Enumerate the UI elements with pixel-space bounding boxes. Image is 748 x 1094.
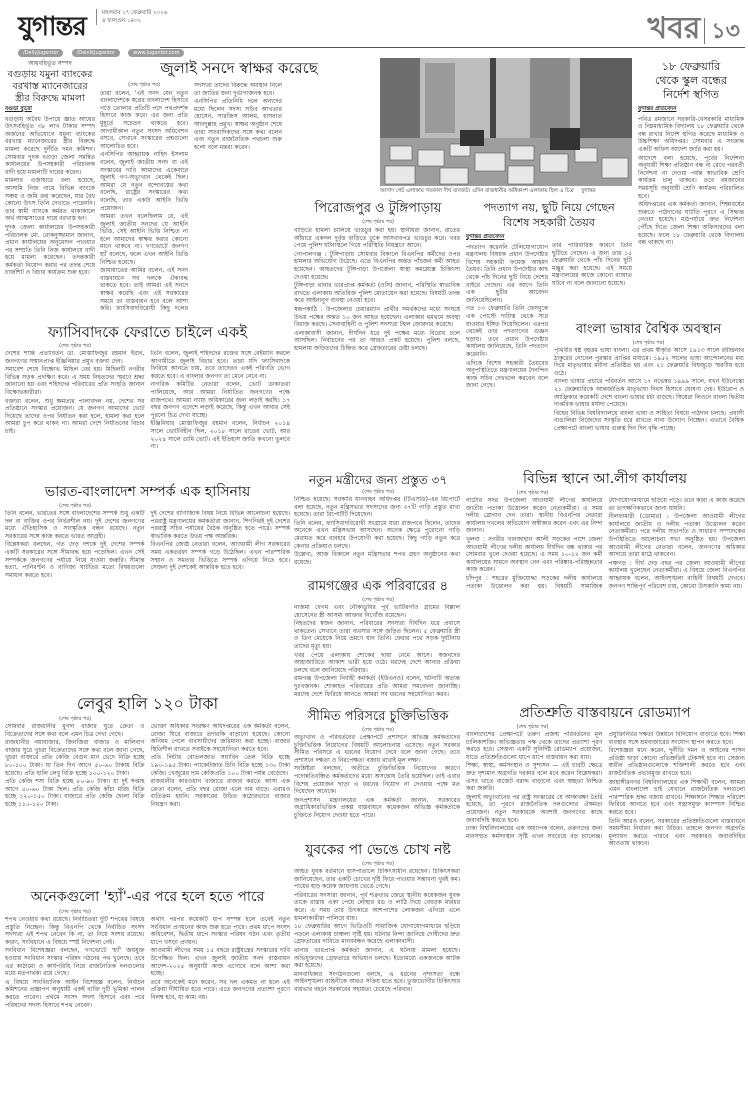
paragraph: বাংলা ভাষার প্রচারে পরিবর্তন আসে ১৭ নভেম্বর ১৯৯৯ সালে, যখন ইউনেস্কো ২১ ফেব্রুয়ারিকে আন্তর্জাতিক মাতৃভাষা দিবস হিসাবে ঘোষণা দেয়। ইউরোপ ও আফ্রিকার কয়েকটি দেশে বাংলা ভাষার চর্চা বাড়ছে। সিয়েরা লিওনে বাংলা দ্বিতীয় দাপ্তরিক ভাষার মর্যাদা পেয়েছে।: [554, 378, 744, 409]
paragraph: প্রতি লিটার বোতলজাত সয়াবিন তেল বিক্রি হচ্ছে ১৯০-১৯৫ টাকা। প্যাকেটজাত চিনি বিক্রি হচ্ছে ১৩০ টাকা কেজি। খেজুরের দাম কেজিপ্রতি ১০০ টাকা পর্যন্ত বেড়েছে।: [150, 754, 290, 777]
article-headline[interactable]: পিরোজপুর ও টুঙ্গিপাড়ায়: [314, 201, 442, 216]
date-gregorian: মঙ্গলবার ১৭ ফেব্রুয়ারি ২০২৬: [102, 10, 168, 16]
social-links: [18, 39, 187, 58]
continued-label: (শেষ পৃষ্ঠার পর): [362, 489, 394, 495]
article-headline[interactable]: ফ্যাসিবাদকে ফেরাতে চাইলে একই: [47, 323, 248, 341]
article-headline[interactable]: অনেকগুলো 'হ্যাঁ'-এর পরে হলে হতে পারে: [30, 889, 265, 905]
paragraph: বিশ্বের বিভিন্ন বিশ্ববিদ্যালয়ে বাংলা ভাষা ও সাহিত্য বিষয়ে পাঠদান চলছে। প্রবাসী বাঙালিরা নিজেদের সংস্কৃতি ধরে রাখতে নানা উদ্যোগ নিচ্ছেন। এভাবে বৈশ্বিক প্রেক্ষাপটে বাংলা ভাষার গুরুত্ব দিন দিন বৃদ্ধি পাচ্ছে।: [554, 409, 744, 432]
continued-label: (শেষ পৃষ্ঠার পর): [59, 716, 91, 722]
paragraph: মামলার এজাহারে বলা হয়েছে, আসামি নিজ নামে বিভিন্ন ব্যাংকে সঞ্চয় ও জমি ক্রয় করেছেন, যার বৈধ কোনো উৎস তিনি দেখাতে পারেননি। তার স্বামী ব্যাংকে কর্মরত থাকাকালে অর্থ আত্মসাতের দায়ে বরখাস্ত হন।: [5, 177, 95, 223]
paragraph: সংবিধান বিশেষজ্ঞরা বলছেন, গণভোটে 'হ্যাঁ' জয়যুক্ত হওয়ায় সংবিধান সংস্কার পরিষদ গঠনের পথ খুলেছে। তবে এর কাঠামো ও কার্যপরিধি নিয়ে রাজনৈতিক দলগুলোর মধ্যে মতপার্থক্য রয়ে গেছে।: [5, 947, 145, 978]
paragraph: অভ্যুত্থান ও পরিবর্তনের প্রেক্ষাপটে প্রশাসনে অভিজ্ঞ কর্মকর্তাদের চুক্তিভিত্তিক নিয়োগের বিষয়টি আলোচনায় এসেছে। নতুন সরকার সীমিত পরিসরে এ ধরনের নিয়োগ দেবে বলে জানা গেছে। তবে প্রশাসনে দক্ষতা ও নিরপেক্ষতা বজায় রাখাই মূল লক্ষ্য।: [294, 734, 460, 764]
headline-line: বগুড়ায় যমুনা ব্যাংকের: [7, 69, 93, 80]
article-awami-body: [466, 497, 745, 697]
paragraph: জাহাঙ্গীরনগর বিশ্ববিদ্যালয়ের এক শিক্ষার্থী বলেন, আমরা এমন বাংলাদেশ চাই যেখানে রাজনৈতিক দলগুলো পারস্পরিক শ্রদ্ধা বজায় রাখবে। শিক্ষাঙ্গনে শিক্ষার পরিবেশ ফিরিয়ে আনতে হবে এবং সন্ত্রাসমুক্ত ক্যাম্পাস নিশ্চিত করতে হবে।: [608, 778, 745, 816]
article-bogura-header: [5, 58, 95, 105]
paragraph: নিহতদের স্বজন জানান, পরিবারের সদস্যরা দীর্ঘদিন ধরে প্রবাসে থাকতেন। সেখানে তারা ব্যবসার সঙ্গে জড়িত ছিলেন। ৫ ফেব্রুয়ারি স্ত্রী ও তিন মেয়েকে নিয়ে ভ্রমণে যান তিনি। ফেরার পথে সড়ক দুর্ঘটনায় তাদের মৃত্যু হয়।: [294, 620, 460, 650]
headline-line: বরখাস্ত ম্যানেজারের: [12, 81, 88, 92]
paragraph: পরিবারের সদস্যরা জানান, পূর্ব শত্রুতার জেরে স্থানীয় কয়েকজন যুবক তাকে রাস্তায় একা পেয়ে লোহার রড ও লাঠি দিয়ে বেধড়ক মারধর করে। এ সময় তার চিৎকারে আশপাশের লোকজন এগিয়ে এলে হামলাকারীরা পালিয়ে যায়।: [294, 891, 460, 922]
photo-credit: যুগান্তর: [581, 188, 596, 194]
paragraph: পদত্যাগ করেননি টেলিযোগাযোগ মন্ত্রণালয় বিষয়ক প্রধান উপদেষ্টার বিশেষ সহকারী ফয়েজ আহমদ তৈয়ব। তিনি প্রধান উপদেষ্টার কাছ থেকে পাঁচ দিনের ছুটি নিয়ে দেশের বাইরে গেছেন। এর আগে তিনি এক ছুটির আবেদন জানিয়েছিলেন।: [466, 243, 548, 304]
paragraph: গোপালগঞ্জ : টুঙ্গিপাড়ায় সোমবার বিকালে বিএনপির কর্মীদের ওপর হামলার অভিযোগ উঠেছে। এতে বিএনপির অন্তত পাঁচজন কর্মী আহত হয়েছেন। আহতদের টুঙ্গিপাড়া উপজেলা স্বাস্থ্য কমপ্লেক্সে চিকিৎসা দেওয়া হয়েছে।: [294, 250, 460, 281]
continued-label: (শেষ পৃষ্ঠার পর): [516, 724, 549, 730]
paragraph: খুলনা : নগরীর খানজাহান আলী সড়কের পাশে জেলা আওয়ামী লীগের দলীয় কার্যালয় দীর্ঘদিন বন্ধ থাকার পর সোমবার খুলে দেওয়া হয়েছে। এ সময় ১০-১২ জন কর্মী কার্যালয়ের সামনে অবস্থান নেন এবং পরিষ্কার-পরিচ্ছন্নতার কাজ করেন।: [466, 535, 603, 574]
article-pirojpur-body: [294, 227, 460, 469]
section-title: [648, 4, 741, 55]
continued-label: (শেষ পৃষ্ঠার পর): [59, 909, 91, 915]
paragraph: আদেশে বলা হয়েছে, পূর্বের নির্দেশনা অনুযায়ী শিক্ষা প্রতিষ্ঠান বন্ধ না রেখে পরবর্তী নির্দেশনা না দেওয়া পর্যন্ত স্বাভাবিক শ্রেণি কার্যক্রম চালু থাকবে। তবে রমজানের সময়সূচি অনুযায়ী শ্রেণি কার্যক্রম পরিচালিত হবে।: [638, 154, 744, 200]
paragraph: বিশেষজ্ঞরা মনে করেন, দুর্নীতি দমন ও আইনের শাসন প্রতিষ্ঠা ছাড়া কোনো প্রতিশ্রুতিই টেকসই হবে না। সেজন্য স্বাধীন প্রতিষ্ঠানগুলোকে শক্তিশালী করতে হবে এবং রাজনৈতিক প্রভাবমুক্ত রাখতে হবে।: [608, 747, 745, 777]
caption-text: আসাদ গেট এলাকায় গতকাল দীর্ঘ যানজট। এদিন রাজধানীর অধিকাংশ এলাকায় ছিল এ চিত্র: [380, 188, 574, 194]
article-roadmap-body: [466, 731, 745, 1091]
article-ramganj-body: [294, 604, 460, 704]
paragraph: এলাকাবাসী জানান, দীর্ঘদিন ধরে দুই পক্ষের মধ্যে বিরোধ চলে আসছিল। নির্বাচনের পর তা আরও প্রকট হয়েছে। পুলিশ বলছে, হামলায় জড়িতদের চিহ্নিত করে গ্রেফতারের চেষ্টা চলছে।: [294, 329, 460, 352]
article-headline[interactable]: জুলাই সনদে স্বাক্ষর করেছে: [160, 59, 318, 77]
twitter-link[interactable]: /DailyJugantor: [18, 49, 63, 57]
paragraph: সংশ্লিষ্টরা বলছেন, অতীতে চুক্তিভিত্তিক নিয়োগের কারণে পদোন্নতিবঞ্চিত কর্মকর্তাদের মধ্যে অসন্তোষ তৈরি হয়েছিল। তাই এবার বিশেষ প্রয়োজন ছাড়া এ ধরনের নিয়োগ না দেওয়ার পক্ষে মত দিয়েছেন অনেকে।: [294, 765, 460, 796]
paragraph: আমরা তখন বলেছিলাম যে, এই জুলাই জাতীয় সনদের যে আইনি ভিত্তি, সেই আইনি ভিত্তি নিশ্চিত না হলে আমাদের স্বাক্ষর করার কোনো মানে থাকবে না। গণভোটে জনগণ হ্যাঁ বলেছে, ফলে এখন আইনি ভিত্তি নিশ্চিত হয়েছে।: [100, 213, 188, 266]
paragraph: নিশ্চিত হয়েছে। সরকারি যানবাহন অধিদপ্তর (টিএসডি)-এর রিপোর্টে বলা হয়েছে, নতুন মন্ত্রিসভার সদস্যদের জন্য ৩৭টি গাড়ি প্রস্তুত রাখা হয়েছে। তারা রিপোর্টটি দিয়েছেন।: [294, 496, 460, 519]
byline: বগুড়া ব্যুরো: [5, 106, 32, 112]
article-headline[interactable]: সীমিত পরিসরে চুক্তিভিত্তিক: [307, 709, 449, 724]
paragraph: বাড়িতে হামলা চালিয়ে ভাঙচুর করা হয়। স্থানীয়রা জানান, রাতের আঁধারে একদল দুর্বৃত্ত বাড়িতে ঢুকে আসবাবপত্র ভাঙচুর করে। খবর পেয়ে পুলিশ ঘটনাস্থলে গিয়ে পরিস্থিতি নিয়ন্ত্রণে আনে।: [294, 227, 460, 250]
article-yes-body: [5, 916, 290, 1091]
paragraph: পবিত্র রমজানে সরকারি-বেসরকারি মাধ্যমিক ও নিম্নমাধ্যমিক বিদ্যালয় ১৮ ফেব্রুয়ারি থেকে বন্ধ রাখার নির্দেশ স্থগিত করেছে মাধ্যমিক ও উচ্চশিক্ষা অধিদপ্তর। সোমবার এ সংক্রান্ত একটি অফিস আদেশ জারি করা হয়।: [638, 115, 744, 153]
article-bogura-body: [5, 106, 95, 322]
article-ministers-body: [294, 496, 460, 576]
article-kicker: আয়বহির্ভূত সম্পদ: [28, 60, 72, 67]
paragraph: বগুড়ায় অবৈধ উপায়ে জ্ঞাত আয়ের উৎসবহির্ভূত ৩৮ লাখ টাকার সম্পদ অর্জনের অভিযোগে যমুনা ব্যাংকের বরখাস্ত ম্যানেজারের স্ত্রীর বিরুদ্ধে মামলা করেছে দুর্নীতি দমন কমিশন। সোমবার দুদক বগুড়া জেলা সমন্বিত কার্যালয়ের উপসহকারী পরিচালক বাদী হয়ে মামলাটি দায়ের করেন।: [5, 115, 95, 176]
paragraph: সোমবার রাজধানীর মুগদা বাজার ঘুরে ক্রেতা ও বিক্রেতাদের সঙ্গে কথা বলে এমন চিত্র দেখা গেছে।: [5, 723, 145, 738]
article-resign-body-col2: [552, 242, 632, 320]
article-headline[interactable]: প্রতিশ্রুতি বাস্তবায়নে রোডম্যাপ: [519, 705, 691, 721]
paragraph: থানার ভারপ্রাপ্ত কর্মকর্তা জানান, এ ঘটনায় মামলা হয়েছে। অভিযুক্তদের গ্রেফতারে অভিযান চলছে। ইতোমধ্যে একজনকে আটক করা হয়েছে।: [294, 946, 460, 970]
paragraph: বিএনপির জ্যেষ্ঠ নেতারা বলেন, আওয়ামী লীগ সরকারের সময় একতরফা সম্পর্ক গড়ে উঠেছিল। এখন পারস্পরিক সম্মান ও সমতার ভিত্তিতে সম্পর্ক এগিয়ে নিতে হবে। সেজন্য দুই দেশকেই আন্তরিক হতে হবে।: [150, 541, 290, 572]
headline-line: পদত্যাগ নয়, ছুটি নিয়ে গেছেন: [483, 201, 615, 214]
headline-line: বিশেষ সহকারী তৈয়ব: [503, 216, 595, 229]
paragraph: ভোক্তা অধিকার সংরক্ষণ অধিদপ্তরের এক কর্মকর্তা বলেন, রোজা ঘিরে বাজারে তদারকি বাড়ানো হয়েছে। কোনো অনিয়ম পেলে ব্যবসায়ীদের জরিমানা করা হচ্ছে। বাজার স্থিতিশীল রাখতে সবাইকে সহযোগিতা করতে হবে।: [150, 723, 290, 753]
continued-label: (শেষ পৃষ্ঠার পর): [362, 727, 394, 733]
paragraph: তিনি আরও বলেন, সরকারের প্রতিশ্রুতিগুলো বাস্তবায়নে সময়সীমা নির্ধারণ করা উচিত। তাহলে জনগণ অগ্রগতি মূল্যায়ন করতে পারবে এবং সরকারও জবাবদিহির আওতায় থাকবে।: [608, 817, 745, 848]
article-india-body: [5, 510, 290, 690]
article-headline[interactable]: [465, 200, 633, 230]
paragraph: বাংলাদেশের প্রেক্ষাপটে তরুণ প্রজন্ম পরিবর্তনের মূল চালিকাশক্তি। অভিজ্ঞতার পক্ষ থেকে তাদের প্রত্যাশা পূরণ করতে হবে। সেজন্য একটি সুনির্দিষ্ট রোডম্যাপ প্রয়োজন, যাতে প্রতিশ্রুতিগুলো ধাপে ধাপে বাস্তবায়ন করা যায়।: [466, 731, 603, 761]
paragraph: টুঙ্গিপাড়া থানার ভারপ্রাপ্ত কর্মকর্তা (ওসি) জানান, পরিস্থিতি স্বাভাবিক রাখতে এলাকায় অতিরিক্ত পুলিশ মোতায়েন করা হয়েছে। বিষয়টি তদন্ত করে আইনানুগ ব্যবস্থা নেওয়া হবে।: [294, 282, 460, 305]
paragraph: এ বিষয়ে সাংবিধানিক আইন বিশেষজ্ঞ বলেন, নির্বাচন কমিশনের প্রজ্ঞাপন অনুযায়ী একই ব্যক্তি দুটি ভূমিকা পালন করতে পারেন। প্রথমে সংসদ সদস্য হিসাবে এবং পরে পরিষদের সদস্য হিসাবে শপথ নেবেন।: [5, 978, 145, 1009]
article-headline[interactable]: নতুন মন্ত্রীদের জন্য প্রস্তুত ৩৭: [308, 473, 448, 487]
continued-label: (শেষ পৃষ্ঠার পর): [59, 343, 91, 349]
continued-label: (শেষ পৃষ্ঠার পর): [632, 340, 665, 346]
paragraph: অর্থাৎ পরপর কয়েকটি ধাপ সম্পন্ন হলে তবেই নতুন সংবিধান প্রণয়নের কাজ শুরু হতে পারে। প্রথম ধাপে সংসদ অধিবেশন, দ্বিতীয় ধাপে সংস্কার পরিষদ গঠন এবং তৃতীয় ধাপে খসড়া প্রণয়ন।: [150, 916, 290, 946]
paragraph: দুই দেশের বাণিজ্যিক বিষয় নিয়ে বিভিন্ন আলোচনা হয়েছে। পররাষ্ট্র মন্ত্রণালয়ের কর্মকর্তারা জানান, শিগগিরই দুই দেশের পররাষ্ট্র সচিব পর্যায়ের বৈঠক অনুষ্ঠিত হতে পারে। সম্পর্ক স্বাভাবিক করতে উভয় পক্ষ আন্তরিক।: [150, 510, 290, 540]
photo-image: [380, 58, 632, 186]
paragraph: প্রতি কেজি শসা বিক্রি হচ্ছে ৮০-৯০ টাকা। যা দুই সপ্তাহ আগে ৫০-৬০ টাকা ছিল। প্রতি কেজি কাঁচা মরিচ বিক্রি হচ্ছে ১২০-১৫০ টাকা। বাজারে প্রতি কেজি ছোলা বিক্রি হচ্ছে ১১০-১২০ টাকা।: [5, 778, 145, 808]
paragraph: নাজমা বেগম এবং নৌকাডুবির পূর্ব ভাটিরগাঁও গ্রামের বিল্লাল হোসেনের স্ত্রী আসমা আক্তার নিখোঁজ রয়েছেন।: [294, 604, 460, 619]
article-school-body: [638, 106, 744, 320]
paragraph: রাজধানীর নয়াবাজার, জিনজিরা বাজার ও মালিবাগ বাজার ঘুরে খুচরা বিক্রেতাদের সঙ্গে কথা বলে জানা গেছে, খুচরা বাজারে প্রতি কেজি বেগুন মান ভেদে বিক্রি হচ্ছে ৮০-১০০ টাকা। যা তিন দিন আগে ৫০-৬০ টাকায় বিক্রি হয়েছে। প্রতি হালি লেবু বিক্রি হচ্ছে ১০০-১২০ টাকা।: [5, 739, 145, 777]
article-headline[interactable]: যুবকের পা ভেঙে চোখ নষ্ট: [305, 842, 451, 858]
paragraph: খবর পেয়ে এলাকায় শোকের ছায়া নেমে আসে। স্বজনদের আহাজারিতে আকাশ ভারী হয়ে ওঠে। মরদেহ দেশে আনার প্রক্রিয়া চলছে বলে জানিয়েছে পরিবার।: [294, 651, 460, 674]
headline-line: স্ত্রীর বিরুদ্ধে মামলা: [15, 93, 85, 104]
article-headline[interactable]: [636, 60, 746, 102]
continued-label: (শেষ পৃষ্ঠার পর): [516, 490, 549, 496]
continued-label: (শেষ পৃষ্ঠার পর): [362, 597, 394, 603]
website-link[interactable]: www.jugantor.com: [128, 49, 184, 57]
paragraph: ১৮ ফেব্রুয়ারির আগে ভিডিওটি সামাজিক যোগাযোগমাধ্যমে ছড়িয়ে পড়লে এলাকায় চাঞ্চল্য সৃষ্টি হয়। ঘটনার নিন্দা জানিয়ে দোষীদের দ্রুত গ্রেফতারের দাবিতে মানববন্ধন করেছে এলাকাবাসী।: [294, 923, 460, 946]
continued-label: (শেষ পৃষ্ঠার পর): [362, 219, 394, 225]
paragraph: জামায়াতের আমির বলেন, এই সনদ বাস্তবায়নে সব দলকে ঐক্যবদ্ধ থাকতে হবে। তাই আমরা এই সনদে স্বাক্ষর করেছি এবং এই সরকারের সময়ে তা বাস্তবায়ন হবে বলে আশা করি। ফ্যাসিবাদবিরোধী কিছু দলের সদস্যরা তাদের বিরুদ্ধে অবস্থান নিলে তা জাতির জন্য দুর্ভাগ্যজনক হবে।: [100, 82, 282, 313]
paragraph: শিক্ষা, স্বাস্থ্য, কর্মসংস্থান ও সুশাসন — এই চারটি ক্ষেত্রে দ্রুত দৃশ্যমান অগ্রগতি দরকার বলে মনে করেন বিশ্লেষকরা। এসব খাতে বাজেট বরাদ্দ বাড়ানো এবং স্বচ্ছতা নিশ্চিত করা জরুরি।: [466, 762, 603, 793]
paragraph: বিশ্লেষকরা বলছেন, গত দেড় দশকে দুই দেশের সম্পর্ক একটি সরকারের সঙ্গে সীমাবদ্ধ হয়ে পড়েছিল। এখন সেই সম্পর্ককে জনগণের পর্যায়ে নিয়ে যাওয়া জরুরি। সীমান্ত হত্যা, পানিবণ্টন ও বাণিজ্য ঘাটতির মতো বিষয়গুলো সমাধান করতে হবে।: [5, 541, 145, 579]
paragraph: তারা বলেন, 'এই সনদ যেন নতুন বাংলাদেশকে স্বপ্নের বাংলাদেশ হিসাবে গড়ে তোলার প্রতিটি পদে পথপ্রদর্শক হিসাবে কাজ করে। এর জন্য প্রতি মুহূর্তে সচেতন থাকতে হবে। আগামীকাল নতুন সংসদ অধিবেশন বসবে, সেখানে সংস্কারের প্রশ্নগুলো আলোচিত হবে।: [100, 89, 188, 150]
article-headline[interactable]: রামগঞ্জের এক পরিবারের ৪: [307, 579, 449, 594]
issue-date: [96, 9, 167, 25]
paragraph: ইঞ্জিনিয়ার মোস্তাফিজুর রহমান বলেন, নির্বাচন ২০১৪ সালে ভোটবিহীন ছিল, ২০১৮ সালে রাতের ভোট, আর ২০২৪ সালে ডামি ভোট। এই ইতিহাস জাতি কখনো ভুলবে না।: [150, 420, 290, 451]
paragraph: বক্তারা বলেন, শুধু ক্ষমতার পালাবদল নয়, দেশের সব প্রতিষ্ঠানে সংস্কার প্রয়োজন। যে জনগণ আমাদের ভোট দিয়েছে তাদের ওপর নির্যাতন করা হলে, হামলা করা হলে আমরা চুপ করে থাকব না। আমরা দেশে নির্যাতনের বিচার চাই।: [5, 397, 145, 435]
article-fascism-body: [5, 350, 290, 482]
article-headline[interactable]: বিভিন্ন স্থানে আ.লীগ কার্যালয়: [523, 471, 687, 487]
paragraph: নীলফামারী (ডোমার) : উপজেলা আওয়ামী লীগের কার্যালয়ে জাতীয় ও দলীয় পতাকা উত্তোলন করেন নেতাকর্মীরা। পরে দলীয় সভাপতি ও সাধারণ সম্পাদকের উপস্থিতিতে আলোচনা সভা অনুষ্ঠিত হয়। উপজেলা আওয়ামী লীগের নেতারা বলেন, জনগণের অধিকার আদায়ে তারা মাঠে থাকবেন।: [608, 513, 745, 559]
article-lemon-body: [5, 723, 290, 885]
article-bangla-body: [554, 347, 744, 469]
article-youth-body: [294, 868, 460, 1090]
continued-label: (শেষ পৃষ্ঠার পর): [59, 503, 91, 509]
paragraph: চাঁদপুর : শহরের মুক্তিযোদ্ধা সড়কের দলীয় কার্যালয়ে পতাকা উত্তোলন করা হয়। বিষয়টি সামাজিক যোগাযোগমাধ্যমে ছড়িয়ে পড়ে। তবে কারা এ কাজ করেছে তা তাৎক্ষণিকভাবে জানা যায়নি।: [466, 497, 745, 590]
article-limited-body: [294, 734, 460, 839]
paragraph: তিনি বলেন, ফ্যাসিবাদবিরোধী সংগ্রামে যারা রাজপথে ছিলেন, তাদের অনেকে এখন মন্ত্রিসভায় আসছেন। অনেক ক্ষেত্রে পুরোনো গাড়ি মেরামত করে ব্যবহার উপযোগী করা হয়েছে। কিছু গাড়ি নতুন করে কেনার প্রক্রিয়াও চলছে।: [294, 519, 460, 550]
continued-label: (শেষ পৃষ্ঠার পর): [362, 861, 394, 867]
paragraph: সমাবেশ শেষে বিক্ষোভ মিছিল বের হয়। মিছিলটি নগরীর বিভিন্ন সড়ক প্রদক্ষিণ করে। এ সময় নিহতদের স্মরণে শ্রদ্ধা জানানো হয় এবং শহিদদের পরিবারের প্রতি সংহতি জানান বিক্ষোভকারীরা।: [5, 366, 145, 396]
article-headline[interactable]: লেবুর হালি ১২০ টাকা: [76, 694, 219, 713]
paragraph: নাটোর সদর উপজেলা আওয়ামী লীগের কার্যালয়ে জাতীয় পতাকা উত্তোলন করেন নেতাকর্মীরা। এ সময় দলীয় স্লোগান দেন তারা। স্থানীয় বিএনপির নেতারা কার্যালয় দখলের অভিযোগ অস্বীকার করেন এবং এর নিন্দা জানান।: [466, 497, 603, 535]
article-resign-body-col1: [466, 234, 548, 470]
headline-line: থেকে স্কুল বন্ধের: [654, 74, 728, 87]
section-name: খবর: [647, 11, 701, 46]
paragraph: তবে অনেকেই মনে করেন, সব দল একমত না হলে এই প্রক্রিয়া দীর্ঘায়িত হতে পারে। এতে জনগণের প্রত্যাশা পূরণে বিলম্ব হবে, যা কাম্য নয়।: [150, 978, 290, 1001]
traffic-jam-photo[interactable]: [380, 58, 632, 186]
paragraph: এনসিপির প্রতিনিধি দলে অন্যদের মধ্যে ছিলেন সদস্য সচিব আখতার হোসেন, সারজিস আলম, হাসনাত আবদুল্লাহ প্রমুখ। স্বাক্ষর অনুষ্ঠান শেষে তারা সাংবাদিকদের সঙ্গে কথা বলেন এবং নতুন রাজনৈতিক পথচলা শুরু হলো বলে মন্তব্য করেন।: [194, 98, 282, 151]
paragraph: দেশের শান্তি প্রত্যাবর্তন ডা. মোস্তাফিজুর রহমান ইরান, জনগণের সম্মানপ্রাপ্ত ইঞ্জিনিয়ার প্রমুখ বক্তব্য দেন।: [5, 350, 145, 365]
paragraph: রামগঞ্জ উপজেলা নির্বাহী কর্মকর্তা (ইউএনও) বলেন, ঘটনাটি অত্যন্ত দুঃখজনক। শোকাহত পরিবারের প্রতি আমরা সমবেদনা জানাচ্ছি। মরদেহ দেশে ফিরিয়ে আনতে আমরা সব ধরনের সহযোগিতা করব।: [294, 675, 460, 698]
facebook-link[interactable]: /DainikJugantor: [72, 49, 121, 57]
paragraph: ঢাকা বিশ্ববিদ্যালয়ের এক অধ্যাপক বলেন, তরুণদের জন্য মানসম্মত কর্মসংস্থান সৃষ্টি এখন সবচেয়ে বড় চ্যালেঞ্জ। প্রযুক্তিনির্ভর দক্ষতা উন্নয়নে বিনিয়োগ বাড়াতে হবে। শিক্ষা ব্যবস্থার সঙ্গে শ্রমবাজারের সংযোগ স্থাপন করতে হবে।: [466, 731, 745, 840]
paragraph: পঞ্চগড় : দীর্ঘ দেড় বছর পর জেলা আওয়ামী লীগের কার্যালয় খুলেছেন নেতাকর্মীরা। এ বিষয়ে জেলা বিএনপির আহ্বায়ক বলেন, আইনশৃঙ্খলা বাহিনী বিষয়টি দেখবে। জনগণ শান্তিপূর্ণ পরিবেশ চায়, কোনো উসকানি কাম্য নয়।: [608, 559, 745, 590]
paragraph: পৃথিবীর ষষ্ঠ বৃহত্তম ভাষা বাংলা। এর প্রথম স্বীকৃতি আসে ১৯১৩ সালে রবীন্দ্রনাথ ঠাকুরের নোবেল পুরস্কার প্রাপ্তির মাধ্যমে। ১৯৫২ সালের ভাষা আন্দোলনের মধ্য দিয়ে মাতৃভাষার মর্যাদা প্রতিষ্ঠিত হয় এবং ২১ ফেব্রুয়ারি বিশ্বজুড়ে স্মরণীয় হয়ে ওঠে।: [554, 347, 744, 377]
paragraph: জনপ্রশাসন মন্ত্রণালয়ের এক কর্মকর্তা জানান, সরকারের অগ্রাধিকারভিত্তিক প্রকল্প বাস্তবায়নে কয়েকজন অভিজ্ঞ কর্মকর্তাকে চুক্তিতে নিয়োগ দেওয়া হতে পারে।: [294, 796, 460, 819]
date-bengali: ৪ ফাল্গুন ১৪৩২: [102, 18, 142, 24]
paragraph: এনসিপির আহ্বায়ক নাহিদ ইসলাম বলেন, জুলাই জাতীয় সনদ বা এই সংস্কারের দাবি আমাদের একেবারে জুলাই গণ-অভ্যুত্থান থেকেই ছিল। আমরা যে নতুন বন্দোবস্তের কথা বলেছি, রাষ্ট্রের সংস্কারের কথা বলেছি, তার একটা আইনি ভিত্তি প্রয়োজন।: [100, 151, 188, 212]
headline-line: নির্দেশ স্থগিত: [663, 88, 719, 101]
paragraph: দুদক জেলা কার্যালয়ের উপসহকারী পরিচালক মো. রোকনুজ্জামান জানান, প্রধান কার্যালয়ের অনুমোদন পাওয়ার পর সম্প্রতি তিনি নিজ কার্যালয়ে বাদী হয়ে মামলা করেছেন। তদন্তকারী কর্মকর্তা নিয়োগ করার পর তদন্ত শেষে চার্জশিট ও বিচার কার্যক্রম শুরু হবে।: [5, 223, 95, 277]
paragraph: মানবাধিকার সংগঠনগুলো বলছে, এ ধরনের নৃশংসতা বন্ধে আইনশৃঙ্খলা বাহিনীকে আরও সক্রিয় হতে হবে। ভুক্তভোগীর চিকিৎসার ব্যয়ভার বহনে সরকারের সহায়তা চেয়েছে পরিবার।: [294, 970, 460, 993]
paragraph: এদিকে বিশেষ সহকারী তৈয়বের অনুপস্থিতিতে মন্ত্রণালয়ের দৈনন্দিন কাজ সচিব দেখভাল করবেন বলে জানা গেছে।: [466, 359, 548, 390]
article-headline[interactable]: [5, 69, 95, 105]
paragraph: রাজধানীর কারওয়ান বাজারে বাজার করতে আসা এক ক্রেতা বলেন, প্রতি বছর রোজা এলে দাম বাড়ে। এবারও ব্যতিক্রম হয়নি। সরকারের উচিত কঠোরভাবে বাজার নিয়ন্ত্রণ করা।: [150, 778, 290, 808]
continued-label: (শেষ পৃষ্ঠার পর): [128, 82, 160, 88]
paragraph: নাগরিক কমিটির নেতারা বলেন, ভোট ডাকাতরা পালিয়েছে, আর আমরা নির্যাতিত জনগণের পক্ষে রাজপথে। আমরা ন্যায্য অধিকারের জন্য লড়াই করছি। ১৭ বছর জনগণ এদেশে লড়াই করেছে, কিন্তু এখন আবার সেই পুরনো চিত্র দেখা যাচ্ছে।: [150, 381, 290, 419]
paragraph: জুলাই অভ্যুত্থানের পর রাষ্ট্র সংস্কারের যে আকাঙ্ক্ষা তৈরি হয়েছে, তা পূরণে রাজনৈতিক দলগুলোর ঐকমত্য প্রয়োজন। নতুন সরকারকে অবশ্যই জনগণের কাছে জবাবদিহি করতে হবে।: [466, 793, 603, 824]
headline-line: ১৮ ফেব্রুয়ারি: [661, 60, 721, 73]
page-number: ১৩: [704, 18, 740, 44]
paragraph: তিনি বলেন, ভারতের সঙ্গে বাংলাদেশের সম্পর্ক শুধু একটি দল বা ব্যক্তির ওপর নির্ভরশীল নয়। দুই দেশের জনগণের মধ্যে ঐতিহাসিক ও সাংস্কৃতিক বন্ধন রয়েছে। নতুন সরকারের সঙ্গে কাজ করতে ভারত আগ্রহী।: [5, 510, 145, 540]
byline: যুগান্তর প্রতিবেদন: [466, 234, 505, 240]
article-headline[interactable]: ভারত-বাংলাদেশ সম্পর্ক এক হাসিনায়: [44, 484, 251, 500]
byline: যুগান্তর প্রতিবেদন: [638, 106, 677, 112]
paragraph: আওয়ামী লীগের সময় ১৫ বছরে রাষ্ট্রযন্ত্রের সংস্কারের দাবি উপেক্ষিত ছিল। এখন জুলাই জাতীয় সনদ বাস্তবায়ন আদেশ-২০২৫ অনুযায়ী কাজ এগোবে বলে আশা করা হচ্ছে।: [150, 947, 290, 978]
paragraph: স্বরূপকাঠি : উপজেলার চেয়ারম্যান প্রার্থীর সমর্থকদের মধ্যে সংঘর্ষে উভয় পক্ষের অন্তত ১০ জন আহত হয়েছেন। এলাকায় থমথমে অবস্থা বিরাজ করছে। সেনাবাহিনী ও পুলিশ সদস্যরা টহল জোরদার করেছে।: [294, 305, 460, 329]
paragraph: আহত যুবক বর্তমানে হাসপাতালে চিকিৎসাধীন রয়েছেন। চিকিৎসকরা জানিয়েছেন, তার একটি চোখের দৃষ্টি ফিরে পাওয়ার সম্ভাবনা খুবই কম। পায়ের হাড় কয়েক জায়গায় ভেঙে গেছে।: [294, 868, 460, 891]
paragraph: গত ১৩ ফেব্রুয়ারি তিনি ফেসবুকে এক পোস্টে দায়িত্ব থেকে সরে যাওয়ার ইঙ্গিত দিয়েছিলেন। এরপর থেকেই তার পদত্যাগের গুঞ্জন ছড়ায়। তবে প্রধান উপদেষ্টার কার্যালয় জানিয়েছে, তিনি পদত্যাগ করেননি।: [466, 305, 548, 358]
article-headline[interactable]: বাংলা ভাষার বৈশ্বিক অবস্থান: [575, 322, 722, 337]
newspaper-logo[interactable]: যুগান্তর: [18, 12, 86, 42]
paragraph: তিনি বলেন, জুলাই শহিদদের রক্তের সঙ্গে বেইমানি করলে আগামীতে জুলাই বিচার হবে। তারা যদি ফ্যাসিবাদকে ফিরিয়ে আনতে চায়, তবে তাদেরও একই পরিণতি ভোগ করতে হবে। এ বাংলার জনগণ তা মেনে নেবে না।: [150, 350, 290, 380]
paragraph: উল্লেখ্য, আজ বিকালে নতুন মন্ত্রিসভার শপথ গ্রহণ অনুষ্ঠানের কথা রয়েছে।: [294, 551, 460, 566]
paragraph: অধিদপ্তরের এক কর্মকর্তা জানান, শিক্ষাবর্ষের শুরুতে পাঠদানের ঘাটতি পূরণে এ সিদ্ধান্ত নেওয়া হয়েছে। মাঠপর্যায়ে দ্রুত নির্দেশনা পৌঁছে দিতে জেলা শিক্ষা অফিসারদের বলা হয়েছে। ফলে ১৮ ফেব্রুয়ারি থেকে বিদ্যালয় বন্ধ থাকছে না।: [638, 201, 744, 247]
paragraph: শপথ নেওয়ার কথা রয়েছে। নির্বাচিতরা দুটি শপথের বিষয়ে প্রস্তুতি নিচ্ছেন। কিন্তু বিএনপি থেকে নির্বাচিত সংসদ সদস্যরা এই শপথ নেবেন কি না, তা নিয়ে সংশয় রয়েছে। কারণ, সংবিধানে এ বিষয়ে স্পষ্ট নির্দেশনা নেই।: [5, 916, 145, 946]
paragraph: তার পারিবারিক কারণে তিনি ছুটিতে গেছেন। এ জন্য তার ১৫ ফেব্রুয়ারি থেকে পাঁচ দিনের ছুটি মঞ্জুর করা হয়েছে। এই সময়ে মন্ত্রণালয়ের কাজে কোনো ব্যাঘাত ঘটবে না বলে জানানো হয়েছে।: [552, 242, 632, 287]
